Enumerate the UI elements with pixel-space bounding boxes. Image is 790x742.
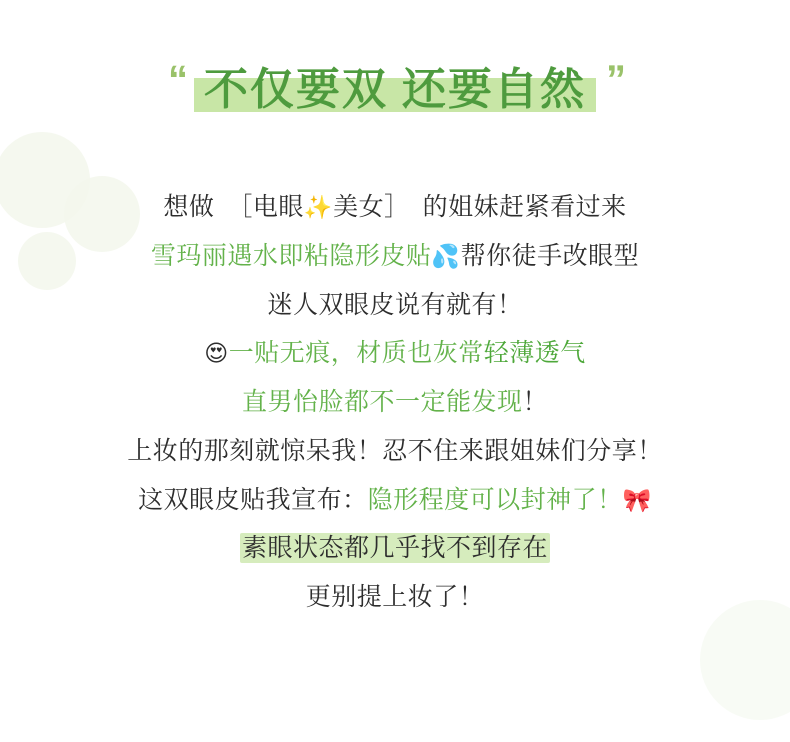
- line-8-segment-1: 素眼状态都几乎找不到存在: [241, 534, 548, 563]
- line-5-segment-1: 直男怡脸都不一定能发现: [241, 388, 523, 416]
- line-2-segment-1: 雪玛丽遇水即粘隐形皮贴: [150, 241, 432, 270]
- body-text-block: [0, 183, 790, 622]
- text-line-9: [0, 573, 790, 622]
- line-4-segment-2: 一贴无痕，材质也灰常: [228, 339, 484, 368]
- title-part-2: 还要自然: [402, 65, 586, 114]
- text-line-6: [0, 427, 790, 476]
- line-1-segment-3: 美女］ 的姐妹赶紧看过来: [333, 193, 627, 221]
- heart-eyes-icon: 😍: [204, 340, 229, 367]
- line-2-segment-3: 帮你徒手改眼型: [460, 241, 640, 270]
- title-part-1: 不仅要双: [204, 65, 388, 114]
- text-line-7: [0, 476, 790, 525]
- page-title: [0, 0, 790, 117]
- droplets-icon: 💦: [431, 242, 461, 269]
- text-line-1: [0, 183, 790, 232]
- text-line-4: [0, 329, 790, 378]
- line-6-segment-1: 上妆的那刻就惊呆我！忍不住来跟姐妹们分享！: [127, 436, 663, 465]
- line-9-segment-1: 更别提上妆了！: [305, 583, 485, 611]
- text-line-2: [0, 232, 790, 281]
- quote-close-icon: ”: [606, 57, 622, 102]
- sparkles-icon: ✨: [303, 194, 334, 220]
- text-line-3: [0, 281, 790, 330]
- line-3-segment-1: 迷人双眼皮说有就有！: [267, 290, 523, 319]
- line-4-segment-3: 轻薄透气: [483, 339, 586, 368]
- line-7-segment-2: 隐形程度可以封神了！: [367, 485, 623, 514]
- quote-open-icon: “: [168, 57, 184, 102]
- ribbon-icon: 🎀: [622, 486, 652, 513]
- line-5-segment-2: ！: [522, 388, 549, 416]
- line-1-segment-1: 想做 ［电眼: [163, 193, 304, 221]
- text-line-5: [0, 378, 790, 427]
- text-line-8: [0, 524, 790, 573]
- line-7-segment-1: 这双眼皮贴我宣布：: [138, 485, 368, 514]
- title-text: [194, 62, 596, 117]
